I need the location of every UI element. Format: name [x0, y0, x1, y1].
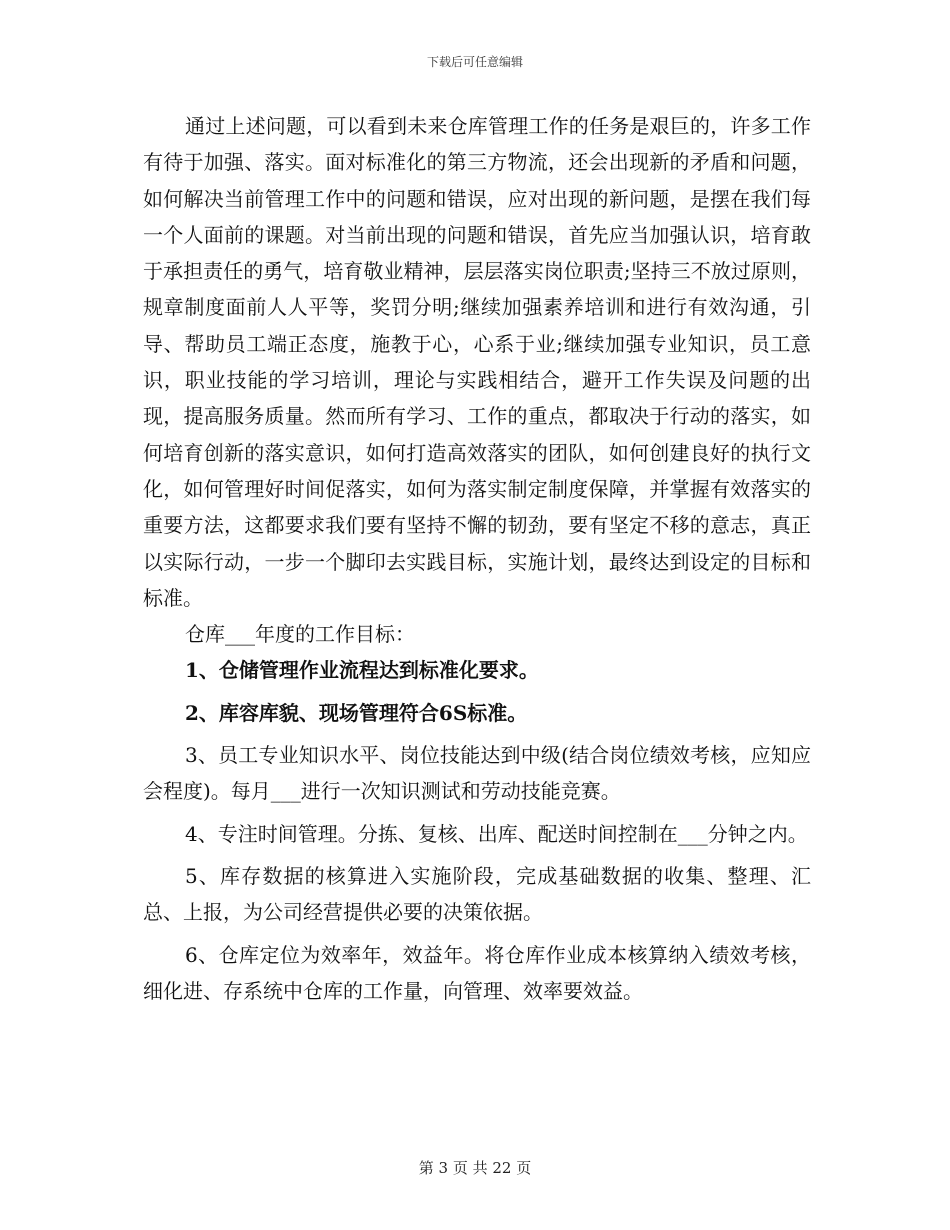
goals-heading: 仓库___年度的工作目标： — [185, 622, 415, 647]
goal-item-1: 1、仓储管理作业流程达到标准化要求。 — [185, 658, 539, 683]
intro-paragraph: 通过上述问题，可以看到未来仓库管理工作的任务是艰巨的，许多工作有待于加强、落实。面对标准化的第三方物流，还会出现新的矛盾和问题，如何解决当前管理工作中的问题和错误，应对出现的新问题，是摆在我们每一个人面前的课题。对当前出现的问题和错误，首先应当加强认识，培育敢于承担责任的勇气，培育敬业精神，层层落实岗位职责;坚持三不放过原则，规章制度面前人人平等，奖罚分明;继续加强素养培训和进行有效沟通，引导、帮助员工端正态度，施教于心，心系于业;继续加强专业知识，员工意识，职业技能的学习培训，理论与实践相结合，避开工作失误及问题的出现，提高服务质量。然而所有学习、工作的重点，都取决于行动的落实，如何培育创新的落实意识，如何打造高效落实的团队，如何创建良好的执行文化，如何管理好时间促落实，如何为落实制定制度保障，并掌握有效落实的重要方法，这都要求我们要有坚持不懈的韧劲，要有坚定不移的意志，真正以实际行动，一步一个脚印去实践目标，实施计划，最终达到设定的目标和标准。 — [143, 114, 811, 610]
page-header: 下载后可任意编辑 — [426, 55, 523, 69]
goal-item-5: 5、库存数据的核算进入实施阶段，完成基础数据的收集、整理、汇总、上报，为公司经营提供必要的决策依据。 — [143, 863, 811, 925]
goal-item-4: 4、专注时间管理。分拣、复核、出库、配送时间控制在___分钟之内。 — [185, 821, 808, 846]
goal-item-6: 6、仓库定位为效率年，效益年。将仓库作业成本核算纳入绩效考核，细化进、存系统中仓库的工作量，向管理、效率要效益。 — [143, 942, 811, 1003]
goal-item-3: 3、员工专业知识水平、岗位技能达到中级(结合岗位绩效考核，应知应会程度)。每月___进行一次知识测试和劳动技能竞赛。 — [143, 743, 811, 804]
page-footer: 第 3 页 共 22 页 — [418, 1159, 532, 1177]
goal-item-2: 2、库容库貌、现场管理符合6S标准。 — [185, 700, 528, 725]
document-body — [143, 108, 811, 1009]
